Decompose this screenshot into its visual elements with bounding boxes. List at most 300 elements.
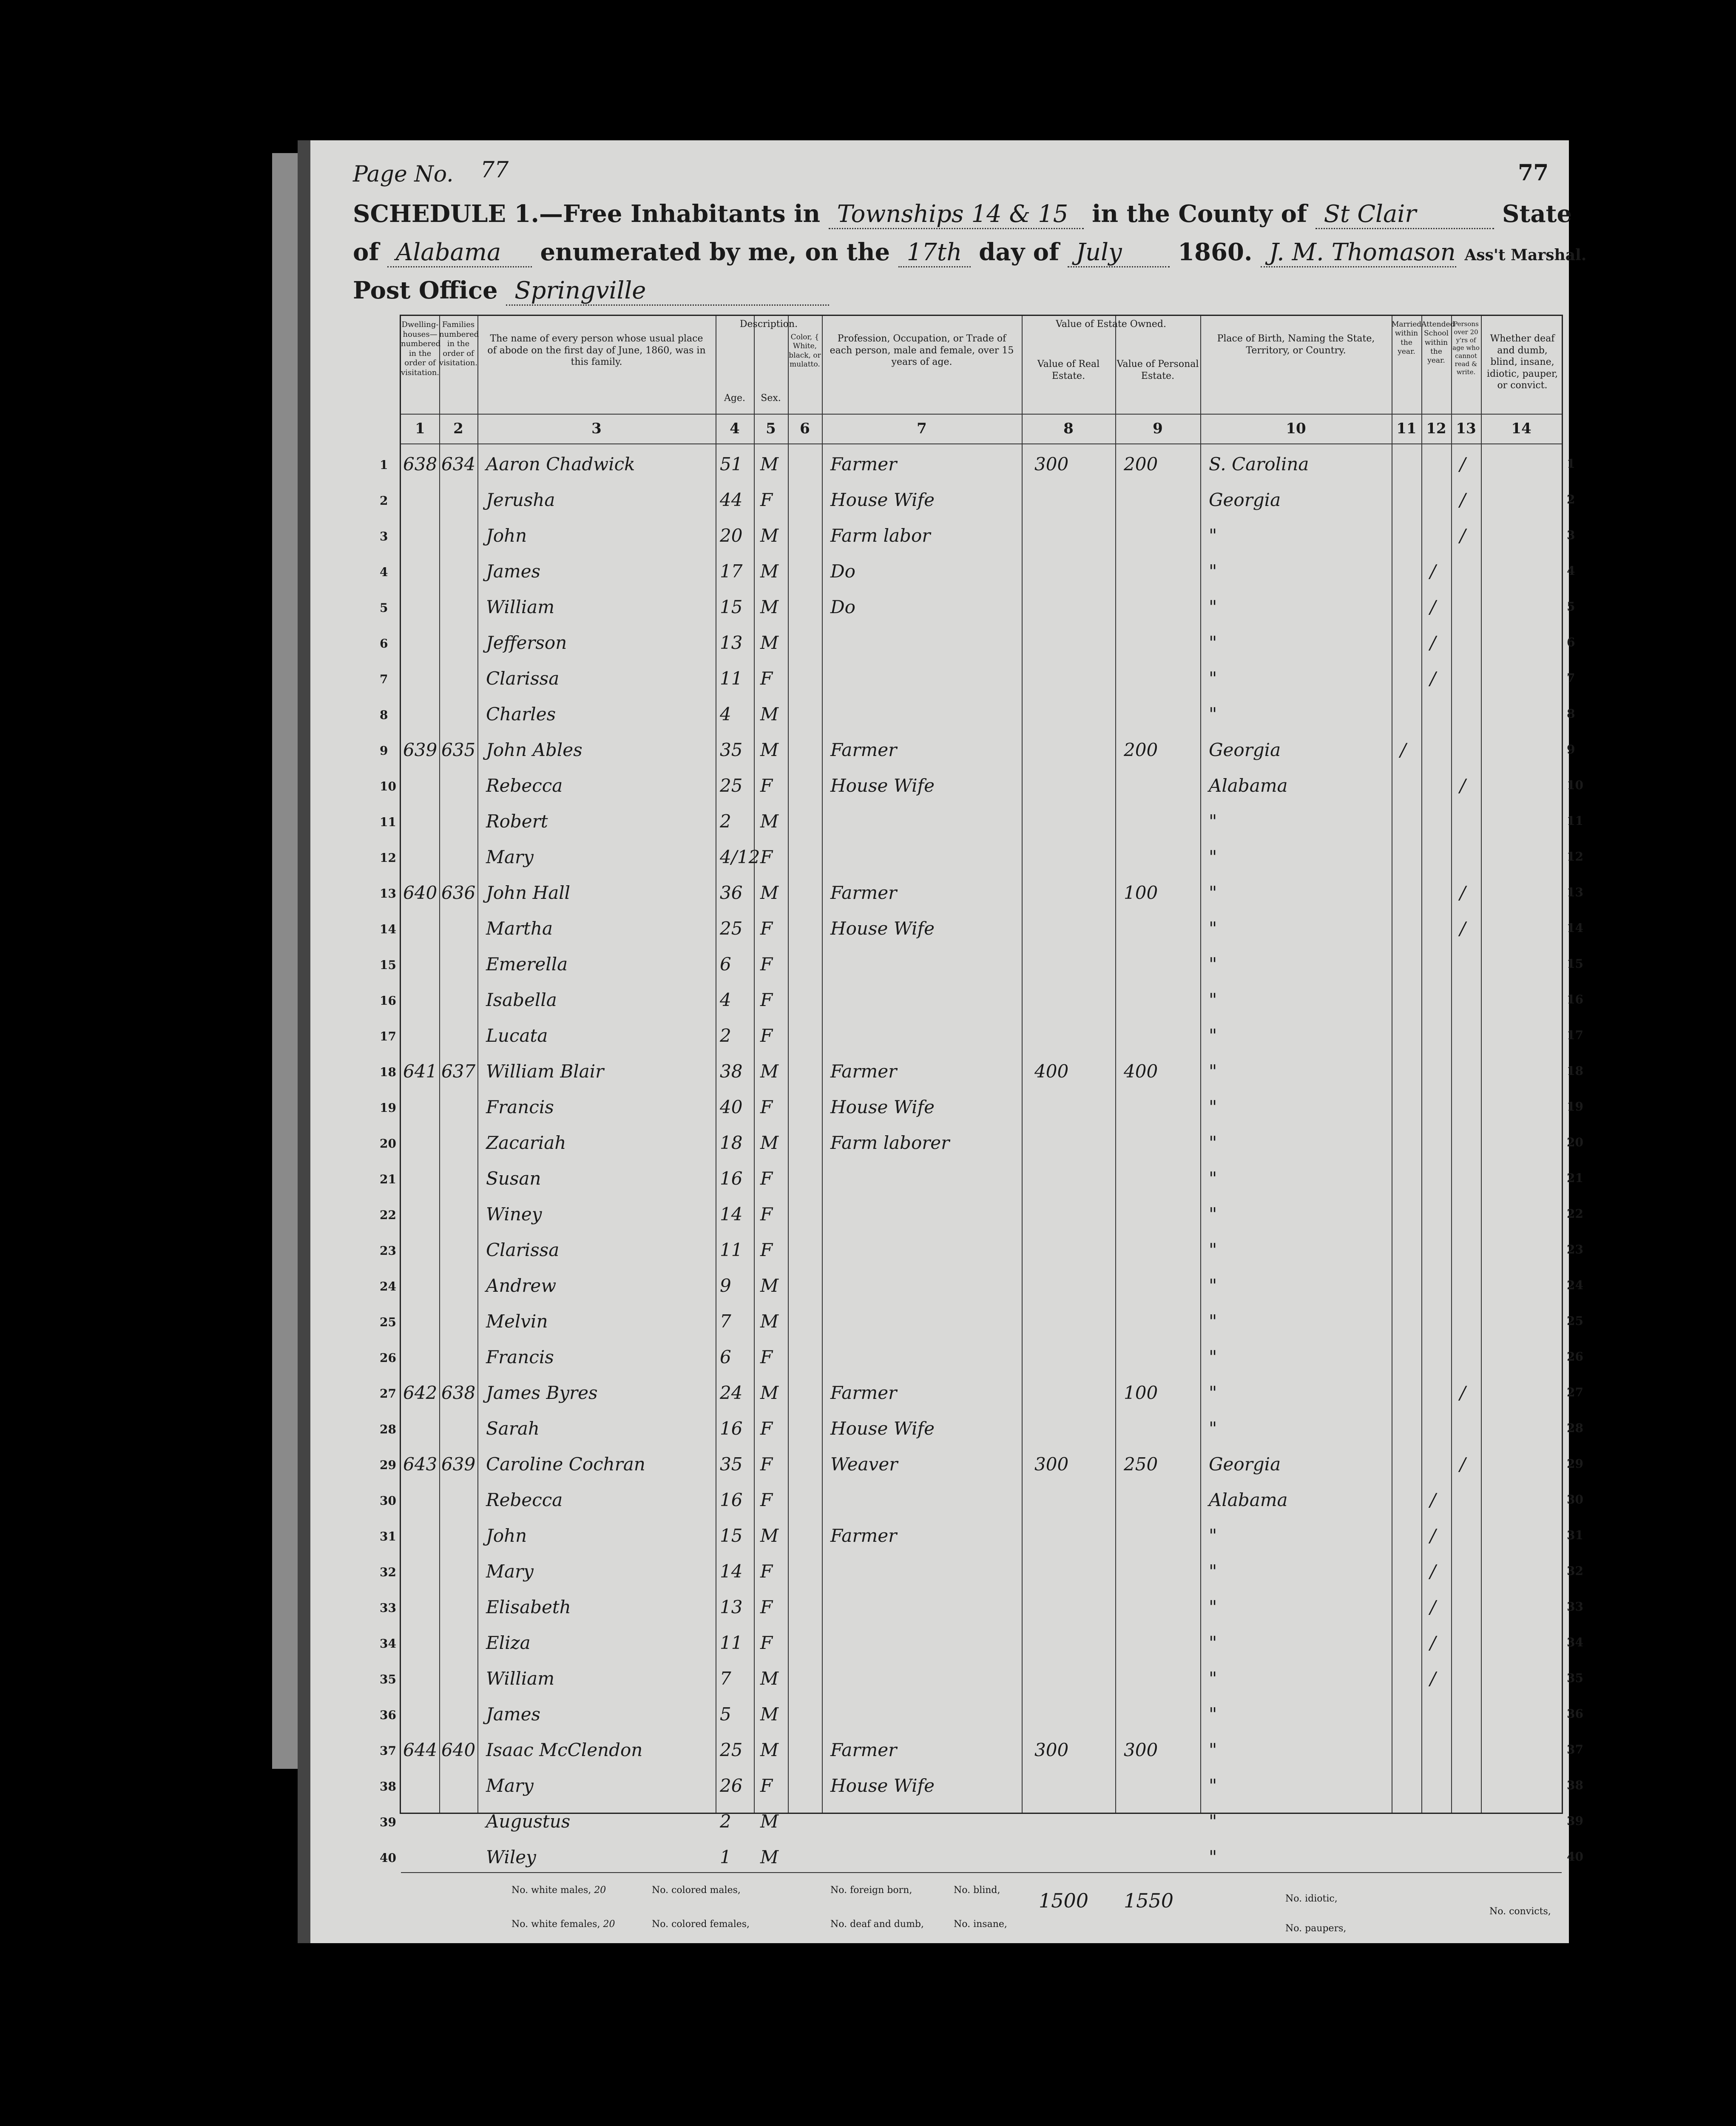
occupation-value: Farmer	[830, 1382, 897, 1403]
table-row	[380, 1591, 1562, 1626]
sex-value: F	[760, 1632, 773, 1653]
row-number: 35	[380, 1672, 396, 1686]
illiterate-mark: /	[1460, 1454, 1466, 1475]
age-value: 13	[720, 1597, 743, 1617]
post-office-label: Post Office	[353, 276, 498, 304]
day-value: 17th	[898, 239, 971, 267]
right-row-number: 17	[1567, 1028, 1583, 1042]
right-row-number: 8	[1567, 707, 1575, 721]
row-number: 40	[380, 1851, 396, 1865]
occupation-value: Farmer	[830, 1739, 897, 1760]
family-number: 636	[441, 882, 476, 903]
row-number: 4	[380, 565, 388, 579]
sex-value: F	[760, 1025, 773, 1046]
row-number: 23	[380, 1244, 396, 1258]
real-estate-value: 300	[1034, 1739, 1069, 1760]
sex-value: M	[760, 561, 779, 582]
right-row-number: 5	[1567, 600, 1575, 614]
person-name: John	[486, 525, 527, 546]
birthplace-value: "	[1209, 1097, 1217, 1117]
row-number: 33	[380, 1601, 396, 1615]
right-row-number: 6	[1567, 635, 1575, 649]
row-number: 38	[380, 1779, 396, 1793]
row-number: 14	[380, 922, 396, 936]
sex-value: F	[760, 954, 773, 975]
day-of-text: day of	[979, 238, 1060, 266]
right-row-number: 11	[1567, 814, 1583, 828]
sex-value: M	[760, 1704, 779, 1725]
idiotic-label: No. idiotic,	[1285, 1893, 1338, 1904]
birthplace-value: "	[1209, 1132, 1217, 1153]
family-number: 635	[441, 739, 476, 760]
person-name: Emerella	[486, 954, 568, 975]
family-number: 634	[441, 454, 476, 475]
col-number: 8	[1063, 420, 1074, 437]
dwelling-number: 641	[403, 1061, 438, 1082]
illiterate-mark: /	[1460, 918, 1466, 939]
col-number: 6	[800, 420, 810, 437]
right-row-number: 27	[1567, 1385, 1583, 1399]
person-name: Francis	[486, 1097, 554, 1117]
right-row-number: 22	[1567, 1207, 1583, 1221]
right-row-number: 36	[1567, 1707, 1583, 1721]
dwelling-number: 639	[403, 739, 438, 760]
sex-value: F	[760, 1489, 773, 1510]
person-name: James	[486, 561, 541, 582]
table-row	[380, 626, 1562, 662]
binding-strip	[272, 153, 298, 1769]
person-name: William	[486, 597, 555, 617]
sex-value: M	[760, 1132, 779, 1153]
person-name: Elisabeth	[486, 1597, 571, 1617]
occupation-value: House Wife	[830, 1775, 935, 1796]
marshal-title: Ass't Marshal.	[1464, 246, 1587, 264]
right-row-number: 32	[1567, 1564, 1583, 1578]
school-mark: /	[1430, 632, 1436, 653]
table-row	[380, 1662, 1562, 1698]
enumerated-text: enumerated by me, on the	[540, 238, 890, 266]
sex-value: M	[760, 597, 779, 617]
birthplace-value: "	[1209, 954, 1217, 975]
right-row-number: 16	[1567, 992, 1583, 1006]
right-row-number: 38	[1567, 1778, 1583, 1792]
family-number: 637	[441, 1061, 476, 1082]
age-value: 2	[720, 1811, 731, 1832]
personal-estate-value: 250	[1124, 1454, 1158, 1475]
occupation-value: Farmer	[830, 739, 897, 760]
sex-value: M	[760, 1311, 779, 1332]
sex-value: F	[760, 1561, 773, 1582]
row-number: 26	[380, 1351, 396, 1365]
row-number: 31	[380, 1529, 396, 1543]
right-row-number: 9	[1567, 742, 1575, 756]
occupation-value: Farm labor	[830, 525, 931, 546]
state-date-line	[353, 238, 1586, 267]
occupation-value: Do	[830, 597, 855, 617]
birthplace-value: Georgia	[1209, 1454, 1281, 1475]
col10-header: Place of Birth, Naming the State, Territory, or Country.	[1217, 333, 1375, 356]
age-value: 14	[720, 1204, 743, 1225]
table-row	[380, 1448, 1562, 1484]
sex-value: M	[760, 1739, 779, 1760]
dwelling-number: 644	[403, 1739, 438, 1760]
illiterate-mark: /	[1460, 525, 1466, 546]
birthplace-value: "	[1209, 1311, 1217, 1332]
person-name: Francis	[486, 1347, 554, 1367]
sex-value: M	[760, 1525, 779, 1546]
row-number: 5	[380, 601, 388, 615]
birthplace-value: "	[1209, 1704, 1217, 1725]
age-value: 11	[720, 1632, 743, 1653]
right-row-number: 28	[1567, 1421, 1583, 1435]
right-row-number: 2	[1567, 492, 1575, 506]
person-name: Zacariah	[486, 1132, 566, 1153]
table-row	[380, 448, 1562, 483]
table-row	[380, 1091, 1562, 1126]
personal-estate-value: 200	[1124, 454, 1158, 475]
real-estate-value: 300	[1034, 1454, 1069, 1475]
row-number: 30	[380, 1494, 396, 1508]
col12-header: Attended School within the year.	[1421, 320, 1455, 365]
right-row-number: 13	[1567, 885, 1583, 899]
col-number: 3	[591, 420, 602, 437]
right-row-number: 34	[1567, 1635, 1583, 1649]
occupation-value: Farmer	[830, 1525, 897, 1546]
sex-value: M	[760, 632, 779, 653]
table-row	[380, 1412, 1562, 1448]
year-text: 1860.	[1178, 238, 1253, 266]
table-row	[380, 912, 1562, 948]
right-row-number: 39	[1567, 1814, 1583, 1828]
convicts-label: No. convicts,	[1489, 1906, 1551, 1917]
age-value: 2	[720, 811, 731, 832]
col3-header: The name of every person whose usual place of abode on the first day of June, 1860, was in this family.	[487, 333, 706, 367]
table-row	[380, 1234, 1562, 1269]
personal-estate-total: 1550	[1124, 1889, 1174, 1912]
state-word: State	[1502, 200, 1572, 228]
colored-females-label: No. colored females,	[652, 1919, 750, 1930]
townships-value: Townships 14 & 15	[829, 200, 1084, 229]
age-value: 35	[720, 1454, 743, 1475]
right-row-number: 35	[1567, 1671, 1583, 1685]
col6-header: Color, { White, black, or mulatto.	[789, 333, 821, 369]
school-mark: /	[1430, 1489, 1436, 1510]
person-name: Lucata	[486, 1025, 548, 1046]
table-row	[380, 1555, 1562, 1591]
table-row	[380, 1734, 1562, 1769]
occupation-value: House Wife	[830, 1097, 935, 1117]
birthplace-value: "	[1209, 1347, 1217, 1367]
right-row-number: 26	[1567, 1350, 1583, 1364]
age-value: 16	[720, 1168, 743, 1189]
sex-value: M	[760, 704, 779, 725]
table-row	[380, 483, 1562, 519]
person-name: John Hall	[486, 882, 571, 903]
right-row-number: 30	[1567, 1492, 1583, 1506]
county-value: St Clair	[1315, 200, 1494, 229]
age-value: 14	[720, 1561, 743, 1582]
col-number: 14	[1511, 420, 1531, 437]
col-number: 10	[1286, 420, 1306, 437]
sex-value: M	[760, 882, 779, 903]
illiterate-mark: /	[1460, 489, 1466, 510]
person-name: Winey	[486, 1204, 542, 1225]
sex-value: M	[760, 1382, 779, 1403]
row-number: 8	[380, 708, 388, 722]
sex-value: F	[760, 489, 773, 510]
table-row	[380, 1626, 1562, 1662]
row-number: 29	[380, 1458, 396, 1472]
right-row-number: 4	[1567, 564, 1575, 578]
occupation-value: Farm laborer	[830, 1132, 950, 1153]
married-mark: /	[1400, 739, 1406, 760]
age-value: 25	[720, 1739, 743, 1760]
birthplace-value: "	[1209, 1525, 1217, 1546]
col-number: 13	[1456, 420, 1476, 437]
person-name: Isaac McClendon	[486, 1739, 643, 1760]
birthplace-value: Georgia	[1209, 489, 1281, 510]
personal-estate-value: 300	[1124, 1739, 1158, 1760]
birthplace-value: "	[1209, 1061, 1217, 1082]
table-row	[380, 591, 1562, 626]
age-value: 25	[720, 918, 743, 939]
age-value: 51	[720, 454, 743, 475]
sex-value: F	[760, 989, 773, 1010]
table-row	[380, 1698, 1562, 1734]
birthplace-value: "	[1209, 1418, 1217, 1439]
birthplace-value: S. Carolina	[1209, 454, 1309, 475]
school-mark: /	[1430, 1525, 1436, 1546]
right-row-number: 18	[1567, 1064, 1583, 1078]
table-row	[380, 769, 1562, 805]
col1-header: Dwelling-houses— numbered in the order of visitation.	[401, 320, 441, 377]
table-row	[380, 876, 1562, 912]
sex-value: M	[760, 1811, 779, 1832]
age-value: 17	[720, 561, 743, 582]
occupation-value: Weaver	[830, 1454, 898, 1475]
person-name: Melvin	[486, 1311, 548, 1332]
right-row-number: 15	[1567, 957, 1583, 971]
right-row-number: 7	[1567, 671, 1575, 685]
person-name: Jerusha	[486, 489, 555, 510]
birthplace-value: "	[1209, 597, 1217, 617]
col-number: 2	[453, 420, 463, 437]
age-value: 15	[720, 597, 743, 617]
person-name: John	[486, 1525, 527, 1546]
post-office-line	[353, 276, 829, 306]
paupers-label: No. paupers,	[1285, 1923, 1347, 1934]
age-value: 35	[720, 739, 743, 760]
table-row	[380, 662, 1562, 698]
schedule-title-line	[353, 200, 1572, 229]
birthplace-value: "	[1209, 632, 1217, 653]
birthplace-value: "	[1209, 1847, 1217, 1867]
birthplace-value: "	[1209, 525, 1217, 546]
dwelling-number: 643	[403, 1454, 438, 1475]
table-row	[380, 948, 1562, 983]
sex-value: F	[760, 1239, 773, 1260]
post-office-value: Springville	[506, 277, 829, 306]
row-number: 36	[380, 1708, 396, 1722]
col-number: 11	[1396, 420, 1417, 437]
age-value: 26	[720, 1775, 743, 1796]
col7-header: Profession, Occupation, or Trade of each person, male and female, over 15 years of age.	[830, 333, 1014, 367]
family-number: 640	[441, 1739, 476, 1760]
sex-value: F	[760, 1097, 773, 1117]
occupation-value: House Wife	[830, 918, 935, 939]
right-row-number: 29	[1567, 1457, 1583, 1471]
birthplace-value: "	[1209, 704, 1217, 725]
row-number: 2	[380, 494, 388, 508]
age-value: 9	[720, 1275, 731, 1296]
sex-value: M	[760, 525, 779, 546]
row-number: 15	[380, 958, 396, 972]
right-row-number: 40	[1567, 1850, 1583, 1864]
state-value: Alabama	[387, 239, 532, 267]
real-estate-value: 300	[1034, 454, 1069, 475]
birthplace-value: "	[1209, 1739, 1217, 1760]
age-value: 25	[720, 775, 743, 796]
age-value: 1	[720, 1847, 731, 1867]
page-no-label: Page No.	[353, 162, 454, 187]
person-name: Clarissa	[486, 1239, 560, 1260]
age-value: 15	[720, 1525, 743, 1546]
dwelling-number: 642	[403, 1382, 438, 1403]
sex-value: F	[760, 1418, 773, 1439]
birthplace-value: "	[1209, 1597, 1217, 1617]
birthplace-value: "	[1209, 1775, 1217, 1796]
table-row	[380, 1305, 1562, 1341]
insane-label: No. insane,	[954, 1919, 1007, 1930]
colored-males-label: No. colored males,	[652, 1885, 741, 1896]
table-row	[380, 1019, 1562, 1055]
age-value: 2	[720, 1025, 731, 1046]
sex-value: F	[760, 775, 773, 796]
school-mark: /	[1430, 668, 1436, 689]
age-value: 11	[720, 668, 743, 689]
white-females-label: No. white females, 20	[511, 1919, 615, 1930]
person-name: Isabella	[486, 989, 557, 1010]
of-word: of	[353, 238, 379, 266]
col13-header: Persons over 20 y'rs of age who cannot read & write.	[1452, 320, 1480, 376]
right-row-number: 3	[1567, 528, 1575, 542]
row-number: 32	[380, 1565, 396, 1579]
col11-header: Married within the year.	[1392, 320, 1422, 356]
age-value: 6	[720, 954, 731, 975]
person-name: James	[486, 1704, 541, 1725]
row-number: 28	[380, 1422, 396, 1436]
family-number: 638	[441, 1382, 476, 1403]
real-estate-total: 1500	[1039, 1889, 1089, 1912]
age-value: 11	[720, 1239, 743, 1260]
family-number: 639	[441, 1454, 476, 1475]
age-value: 18	[720, 1132, 743, 1153]
birthplace-value: "	[1209, 1632, 1217, 1653]
age-value: 20	[720, 525, 743, 546]
table-row	[380, 1269, 1562, 1305]
row-number: 11	[380, 815, 396, 829]
dwelling-number: 640	[403, 882, 438, 903]
row-number: 13	[380, 887, 396, 901]
col-number: 9	[1153, 420, 1163, 437]
age-value: 7	[720, 1668, 731, 1689]
personal-estate-value: 400	[1124, 1061, 1158, 1082]
table-row	[380, 1841, 1562, 1876]
occupation-value: House Wife	[830, 1418, 935, 1439]
row-number: 37	[380, 1744, 396, 1758]
age-value: 4/12	[720, 847, 760, 867]
table-row	[380, 698, 1562, 733]
sex-value: F	[760, 1597, 773, 1617]
row-number: 24	[380, 1279, 396, 1293]
birthplace-value: "	[1209, 1811, 1217, 1832]
birthplace-value: "	[1209, 1025, 1217, 1046]
table-row	[380, 1055, 1562, 1091]
age-value: 44	[720, 489, 743, 510]
county-prefix: in the County of	[1092, 200, 1307, 228]
right-row-number: 37	[1567, 1742, 1583, 1757]
real-estate-value: 400	[1034, 1061, 1069, 1082]
person-name: Mary	[486, 1561, 534, 1582]
row-number: 18	[380, 1065, 396, 1079]
right-row-number: 19	[1567, 1100, 1583, 1114]
right-row-number: 12	[1567, 850, 1583, 864]
school-mark: /	[1430, 1632, 1436, 1653]
school-mark: /	[1430, 597, 1436, 617]
table-row	[380, 555, 1562, 591]
sex-value: F	[760, 918, 773, 939]
page-number-stamp: 77	[1518, 160, 1549, 186]
row-number: 25	[380, 1315, 396, 1329]
table-row	[380, 733, 1562, 769]
sex-value: M	[760, 1668, 779, 1689]
right-row-number: 25	[1567, 1314, 1583, 1328]
table-row	[380, 519, 1562, 555]
table-row	[380, 841, 1562, 876]
row-number: 6	[380, 637, 388, 651]
table-row	[380, 1769, 1562, 1805]
birthplace-value: "	[1209, 1204, 1217, 1225]
person-name: Rebecca	[486, 775, 563, 796]
sex-value: F	[760, 1775, 773, 1796]
birthplace-value: "	[1209, 1561, 1217, 1582]
sex-value: F	[760, 1204, 773, 1225]
census-table	[380, 315, 1563, 1934]
person-name: Mary	[486, 847, 534, 867]
school-mark: /	[1430, 1561, 1436, 1582]
right-row-number: 24	[1567, 1278, 1583, 1292]
col5-header: Sex.	[761, 393, 781, 404]
birthplace-value: Georgia	[1209, 739, 1281, 760]
right-row-number: 23	[1567, 1242, 1583, 1256]
col-number: 7	[917, 420, 927, 437]
person-name: John Ables	[486, 739, 582, 760]
occupation-value: Farmer	[830, 882, 897, 903]
person-name: Martha	[486, 918, 553, 939]
right-row-number: 33	[1567, 1600, 1583, 1614]
birthplace-value: "	[1209, 1668, 1217, 1689]
sex-value: M	[760, 739, 779, 760]
table-row	[380, 1519, 1562, 1555]
birthplace-value: "	[1209, 918, 1217, 939]
table-row	[380, 1162, 1562, 1198]
person-name: Caroline Cochran	[486, 1454, 645, 1475]
sex-value: F	[760, 847, 773, 867]
person-name: Clarissa	[486, 668, 560, 689]
occupation-value: House Wife	[830, 775, 935, 796]
col4-header: Age.	[724, 393, 745, 404]
age-value: 24	[720, 1382, 743, 1403]
